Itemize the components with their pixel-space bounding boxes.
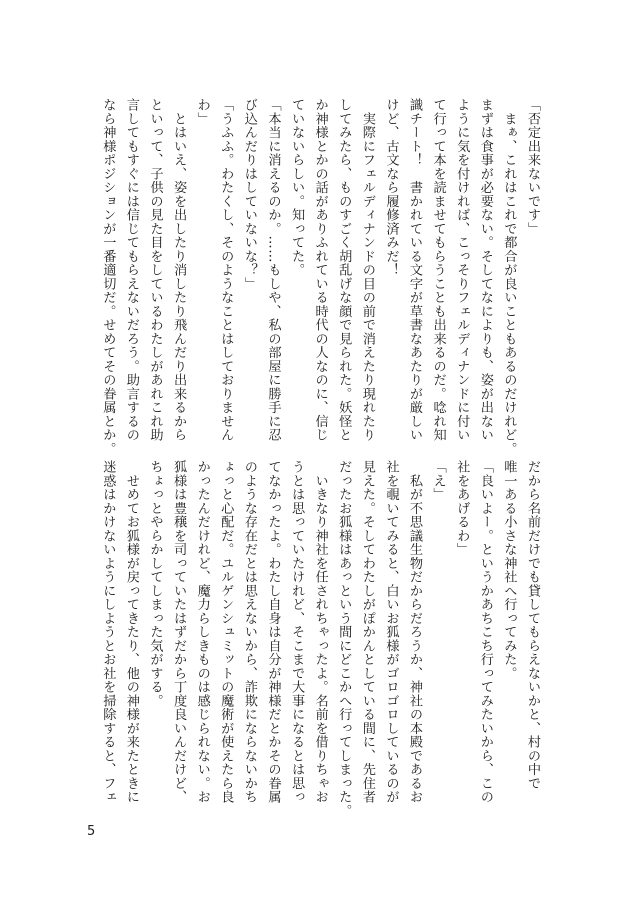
text-line: せめてお狐様が戻ってきたり、他の神様が来たときに (123, 460, 139, 804)
lower-text-block (100, 460, 544, 818)
text-line: 「否定出来ないです」 (525, 98, 540, 236)
text-line: 言してもすぐには信じてもらえないだろう。助言するの (123, 98, 139, 442)
upper-text-block (100, 98, 544, 456)
text-line: なら神様ポジションが一番適切だ。せめてその眷属とか。 (100, 98, 116, 456)
text-line: 識チート！ 書かれている文字が草書なあたりが厳しい (407, 98, 423, 442)
text-line: だから名前だけでも貸してもらえないかと、村の中で (525, 460, 540, 790)
text-line: 「良いよー。というかあちこち行ってみたいから、この (477, 460, 493, 804)
text-line: 見えた。そしてわたしがぽかんとしている間に、先住者 (359, 460, 375, 804)
text-line: けど、古文なら履修済みだ！ (383, 98, 399, 277)
text-line: 私が不思議生物だからだろうか、神社の本殿であるお (407, 460, 423, 804)
text-line: 狐様は豊穣を司っていたはずだから丁度良いんだけど、 (171, 460, 187, 804)
text-line: 実際にフェルディナンドの目の前で消えたり現れたり (359, 98, 375, 442)
text-line: かったんだけれど、魔力らしきものは感じられない。お (194, 460, 210, 804)
text-line: いきなり神社を任されちゃったよ。名前を借りちゃお (312, 460, 328, 804)
text-line: だったお狐様はあっという間にどこかへ行ってしまった。 (336, 460, 352, 818)
text-line: ように気を付ければ、こっそりフェルディナンドに付い (454, 98, 470, 442)
text-line: まずは食事が必要ない。そしてなによりも、姿が出ない (477, 98, 493, 442)
text-line: ていないらしい。知ってた。 (289, 98, 305, 277)
text-line: ょっと心配だ。ユルゲンシュミットの魔術が使えたら良 (218, 460, 234, 804)
text-line: してみたら、ものすごく胡乱げな顔で見られた。妖怪と (336, 98, 352, 442)
text-line: 社を覗いてみると、白いお狐様がゴロゴロしているのが (383, 460, 399, 804)
text-line: て行って本を読ませてもらうことも出来るのだ。唸れ知 (430, 98, 446, 442)
text-line: び込んだりはしていないな？」 (241, 98, 257, 291)
text-line: ちょっとやらかしてしまった気がする。 (147, 460, 163, 708)
text-line: 「え」 (430, 460, 446, 502)
text-line: といって、子供の見た目をしているわたしがあれこれ助 (147, 98, 163, 442)
text-line: てなかったよ。わたし自身は自分が神様だとかその眷属 (265, 460, 281, 804)
text-line: 唯一ある小さな神社へ行ってみた。 (501, 460, 517, 680)
text-line: か神様とかの話がありふれている時代の人なのに、信じ (312, 98, 328, 442)
text-line: 「本当に消えるのか。……もしや、私の部屋に勝手に忍 (265, 98, 281, 442)
text-line: とはいえ、姿を出したり消したり飛んだり出来るから (171, 98, 187, 442)
text-line: のような存在だとは思えないから、詐欺にならないかち (241, 460, 257, 804)
text-line: うとは思っていたけれど、そこまで大事になるとは思っ (289, 460, 305, 804)
text-line: 社をあげるわ」 (454, 460, 470, 557)
page-number: 5 (87, 824, 96, 839)
text-line: 迷惑はかけないようにしようとお社を掃除すると、フェ (100, 460, 116, 804)
text-line: わ」 (194, 98, 210, 126)
text-line: まぁ、これはこれで都合が良いこともあるのだけれど。 (501, 98, 517, 456)
text-line: 「うふふ。わたくし、そのようなことはしておりません (218, 98, 234, 442)
